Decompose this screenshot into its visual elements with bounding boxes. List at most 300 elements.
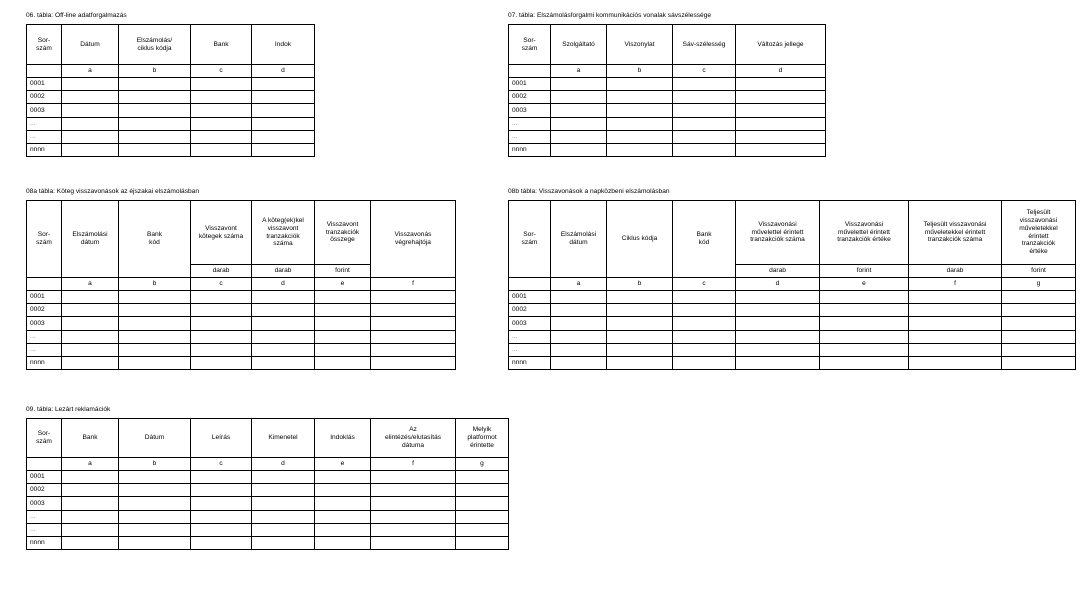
data-cell[interactable]	[736, 356, 820, 369]
data-cell[interactable]	[315, 536, 371, 549]
data-cell[interactable]	[1002, 291, 1076, 304]
column-letter: b	[607, 65, 673, 78]
row-number: 0003	[27, 497, 62, 510]
data-cell[interactable]	[371, 317, 456, 330]
data-cell[interactable]	[62, 343, 119, 356]
table-07	[508, 24, 826, 157]
data-cell[interactable]	[252, 104, 315, 117]
row-number: 0002	[509, 304, 551, 317]
table-row	[27, 91, 315, 104]
column-header: Az elintézés/elutasítás dátuma	[371, 419, 456, 458]
column-letter: e	[820, 278, 909, 291]
data-cell[interactable]	[252, 78, 315, 91]
row-number: ...	[509, 343, 551, 356]
column-header: Ciklus kódja	[607, 201, 673, 278]
data-cell[interactable]	[607, 130, 673, 143]
data-cell[interactable]	[909, 356, 1002, 369]
data-cell[interactable]	[62, 130, 119, 143]
data-cell[interactable]	[119, 291, 191, 304]
data-cell[interactable]	[551, 78, 607, 91]
row-number: nnnn	[509, 356, 551, 369]
data-cell[interactable]	[315, 497, 371, 510]
table-row	[27, 78, 315, 91]
row-number: ...	[27, 117, 62, 130]
column-header: Elszámolás/ ciklus kódja	[119, 25, 191, 65]
data-cell[interactable]	[119, 356, 191, 369]
row-number: ...	[27, 330, 62, 343]
column-letter: c	[191, 65, 252, 78]
data-cell[interactable]	[62, 356, 119, 369]
row-number: 0001	[509, 291, 551, 304]
data-cell[interactable]	[252, 317, 315, 330]
row-number: ...	[27, 523, 62, 536]
data-cell[interactable]	[673, 304, 736, 317]
table-row	[509, 130, 826, 143]
data-cell[interactable]	[252, 330, 315, 343]
data-cell[interactable]	[607, 143, 673, 156]
data-cell[interactable]	[252, 356, 315, 369]
data-cell[interactable]	[820, 291, 909, 304]
data-cell[interactable]	[62, 536, 119, 549]
column-letter: g	[1002, 278, 1076, 291]
column-letter-row	[509, 278, 1076, 291]
column-header: Bank	[191, 25, 252, 65]
table-row	[509, 330, 1076, 343]
column-header: Teljesült visszavonási műveletekkel érintett tranzakciók száma	[909, 201, 1002, 265]
data-cell[interactable]	[736, 317, 820, 330]
data-cell[interactable]	[119, 510, 191, 523]
data-cell[interactable]	[252, 117, 315, 130]
data-cell[interactable]	[673, 343, 736, 356]
data-cell[interactable]	[607, 330, 673, 343]
column-header: Indoklás	[315, 419, 371, 458]
column-letter	[27, 65, 62, 78]
data-cell[interactable]	[252, 471, 315, 484]
table-09-title: 09. tábla: Lezárt reklamációk	[26, 406, 111, 413]
column-header: Dátum	[62, 25, 119, 65]
data-cell[interactable]	[371, 356, 456, 369]
data-cell[interactable]	[62, 510, 119, 523]
data-cell[interactable]	[371, 330, 456, 343]
column-header: Sor- szám	[27, 25, 62, 65]
column-letter: e	[315, 278, 371, 291]
data-cell[interactable]	[607, 356, 673, 369]
column-letter-row	[509, 65, 826, 78]
column-header: Indok	[252, 25, 315, 65]
unit-cell: forint	[315, 265, 371, 278]
data-cell[interactable]	[909, 317, 1002, 330]
data-cell[interactable]	[673, 117, 736, 130]
data-cell[interactable]	[119, 536, 191, 549]
data-cell[interactable]	[909, 343, 1002, 356]
column-header: Visszavonás végrehajtója	[371, 201, 456, 278]
data-cell[interactable]	[191, 117, 252, 130]
unit-cell: forint	[1002, 265, 1076, 278]
data-cell[interactable]	[673, 91, 736, 104]
data-cell[interactable]	[607, 104, 673, 117]
table-07-title: 07. tábla: Elszámolásforgalmi kommunikációs vonalak sávszélessége	[508, 12, 712, 19]
data-cell[interactable]	[909, 291, 1002, 304]
data-cell[interactable]	[551, 91, 607, 104]
header-row	[27, 25, 315, 65]
data-cell[interactable]	[551, 356, 607, 369]
data-cell[interactable]	[252, 143, 315, 156]
data-cell[interactable]	[62, 317, 119, 330]
table-row	[27, 130, 315, 143]
column-header: Bank	[62, 419, 119, 458]
data-cell[interactable]	[736, 304, 820, 317]
column-letter: a	[62, 458, 119, 471]
data-cell[interactable]	[315, 330, 371, 343]
column-header: Dátum	[119, 419, 191, 458]
row-number: nnnn	[27, 536, 62, 549]
column-letter: c	[191, 278, 252, 291]
table-row	[509, 317, 1076, 330]
data-cell[interactable]	[1002, 317, 1076, 330]
data-cell[interactable]	[252, 130, 315, 143]
table-row	[27, 117, 315, 130]
column-header: Leírás	[191, 419, 252, 458]
data-cell[interactable]	[1002, 330, 1076, 343]
data-cell[interactable]	[456, 484, 509, 497]
table-row	[27, 484, 509, 497]
data-cell[interactable]	[191, 304, 252, 317]
data-cell[interactable]	[736, 117, 826, 130]
data-cell[interactable]	[371, 484, 456, 497]
column-letter-row	[27, 458, 509, 471]
table-row	[27, 304, 456, 317]
data-cell[interactable]	[62, 91, 119, 104]
data-cell[interactable]	[315, 317, 371, 330]
column-header: Elszámolási dátum	[62, 201, 119, 278]
table-row	[27, 497, 509, 510]
data-cell[interactable]	[119, 143, 191, 156]
data-cell[interactable]	[252, 91, 315, 104]
data-cell[interactable]	[1002, 343, 1076, 356]
table-row	[27, 356, 456, 369]
data-cell[interactable]	[607, 78, 673, 91]
column-letter: f	[909, 278, 1002, 291]
column-letter: c	[673, 65, 736, 78]
data-cell[interactable]	[673, 317, 736, 330]
data-cell[interactable]	[371, 471, 456, 484]
data-cell[interactable]	[551, 343, 607, 356]
data-cell[interactable]	[456, 536, 509, 549]
data-cell[interactable]	[456, 523, 509, 536]
data-cell[interactable]	[456, 471, 509, 484]
data-cell[interactable]	[62, 497, 119, 510]
data-cell[interactable]	[551, 291, 607, 304]
column-header: A köteg(ek)kel visszavont tranzakciók száma	[252, 201, 315, 265]
data-cell[interactable]	[62, 484, 119, 497]
data-cell[interactable]	[551, 330, 607, 343]
data-cell[interactable]	[736, 143, 826, 156]
data-cell[interactable]	[252, 497, 315, 510]
column-letter: b	[119, 65, 191, 78]
column-letter	[27, 458, 62, 471]
data-cell[interactable]	[119, 523, 191, 536]
data-cell[interactable]	[315, 484, 371, 497]
row-number: ...	[509, 330, 551, 343]
table-row	[509, 78, 826, 91]
table-row	[509, 304, 1076, 317]
data-cell[interactable]	[62, 291, 119, 304]
data-cell[interactable]	[551, 130, 607, 143]
unit-cell: darab	[909, 265, 1002, 278]
column-letter	[27, 278, 62, 291]
data-cell[interactable]	[191, 497, 252, 510]
data-cell[interactable]	[119, 484, 191, 497]
column-header: Szolgáltató	[551, 25, 607, 65]
data-cell[interactable]	[315, 291, 371, 304]
data-cell[interactable]	[736, 330, 820, 343]
data-cell[interactable]	[62, 104, 119, 117]
column-letter: e	[315, 458, 371, 471]
data-cell[interactable]	[371, 291, 456, 304]
column-header: Visszavonási művelettel érintett tranzakciók száma	[736, 201, 820, 265]
data-cell[interactable]	[551, 317, 607, 330]
row-number: 0002	[27, 304, 62, 317]
table-08b-title: 08b tábla: Visszavonások a napközbeni elszámolásban	[508, 188, 670, 195]
data-cell[interactable]	[456, 497, 509, 510]
data-cell[interactable]	[119, 117, 191, 130]
data-cell[interactable]	[191, 291, 252, 304]
data-cell[interactable]	[820, 343, 909, 356]
table-row	[27, 317, 456, 330]
data-cell[interactable]	[191, 343, 252, 356]
data-cell[interactable]	[191, 78, 252, 91]
data-cell[interactable]	[371, 510, 456, 523]
table-row	[509, 143, 826, 156]
data-cell[interactable]	[62, 471, 119, 484]
data-cell[interactable]	[62, 523, 119, 536]
data-cell[interactable]	[736, 78, 826, 91]
column-header: Melyik platformot érintette	[456, 419, 509, 458]
column-header: Visszavonási művelettel érintett tranzakciók értéke	[820, 201, 909, 265]
data-cell[interactable]	[607, 117, 673, 130]
data-cell[interactable]	[607, 91, 673, 104]
column-letter: b	[119, 278, 191, 291]
table-row	[27, 143, 315, 156]
data-cell[interactable]	[252, 510, 315, 523]
data-cell[interactable]	[673, 104, 736, 117]
header-row	[509, 25, 826, 65]
table-row	[27, 510, 509, 523]
table-06	[26, 24, 315, 157]
data-cell[interactable]	[456, 510, 509, 523]
row-number: 0001	[27, 78, 62, 91]
data-cell[interactable]	[252, 484, 315, 497]
data-cell[interactable]	[315, 471, 371, 484]
data-cell[interactable]	[1002, 356, 1076, 369]
data-cell[interactable]	[673, 291, 736, 304]
data-cell[interactable]	[673, 130, 736, 143]
data-cell[interactable]	[551, 304, 607, 317]
data-cell[interactable]	[371, 304, 456, 317]
data-cell[interactable]	[315, 356, 371, 369]
unit-cell: darab	[736, 265, 820, 278]
data-cell[interactable]	[191, 104, 252, 117]
row-number: 0002	[27, 91, 62, 104]
data-cell[interactable]	[62, 304, 119, 317]
column-letter: f	[371, 458, 456, 471]
data-cell[interactable]	[551, 117, 607, 130]
data-cell[interactable]	[736, 130, 826, 143]
column-header: Sor- szám	[27, 201, 62, 278]
data-cell[interactable]	[191, 91, 252, 104]
column-letter: a	[62, 278, 119, 291]
data-cell[interactable]	[673, 143, 736, 156]
data-cell[interactable]	[371, 523, 456, 536]
table-row	[509, 291, 1076, 304]
column-letter: d	[252, 278, 315, 291]
column-letter-row	[27, 278, 456, 291]
data-cell[interactable]	[736, 291, 820, 304]
data-cell[interactable]	[119, 130, 191, 143]
row-number: nnnn	[509, 143, 551, 156]
data-cell[interactable]	[119, 330, 191, 343]
data-cell[interactable]	[191, 317, 252, 330]
table-08a-title: 08a tábla: Köteg visszavonások az éjszakai elszámolásban	[26, 188, 200, 195]
header-row	[27, 201, 456, 265]
column-letter: f	[371, 278, 456, 291]
data-cell[interactable]	[607, 317, 673, 330]
column-letter: c	[673, 278, 736, 291]
table-09	[26, 418, 509, 550]
data-cell[interactable]	[191, 510, 252, 523]
data-cell[interactable]	[1002, 304, 1076, 317]
row-number: ...	[27, 510, 62, 523]
data-cell[interactable]	[909, 330, 1002, 343]
data-cell[interactable]	[191, 536, 252, 549]
data-cell[interactable]	[252, 523, 315, 536]
row-number: ...	[27, 130, 62, 143]
data-cell[interactable]	[315, 343, 371, 356]
table-08a	[26, 200, 456, 370]
data-cell[interactable]	[191, 484, 252, 497]
data-cell[interactable]	[551, 104, 607, 117]
table-row	[509, 356, 1076, 369]
data-cell[interactable]	[252, 304, 315, 317]
data-cell[interactable]	[551, 143, 607, 156]
data-cell[interactable]	[607, 343, 673, 356]
data-cell[interactable]	[119, 497, 191, 510]
row-number: 0002	[509, 91, 551, 104]
row-number: 0002	[27, 484, 62, 497]
row-number: 0003	[509, 104, 551, 117]
data-cell[interactable]	[119, 317, 191, 330]
row-number: 0001	[27, 291, 62, 304]
column-letter: b	[607, 278, 673, 291]
data-cell[interactable]	[673, 78, 736, 91]
data-cell[interactable]	[119, 471, 191, 484]
data-cell[interactable]	[673, 356, 736, 369]
column-header: Bank kód	[119, 201, 191, 278]
data-cell[interactable]	[736, 343, 820, 356]
data-cell[interactable]	[252, 291, 315, 304]
data-cell[interactable]	[62, 117, 119, 130]
column-letter	[509, 278, 551, 291]
unit-cell: darab	[191, 265, 252, 278]
data-cell[interactable]	[252, 343, 315, 356]
data-cell[interactable]	[607, 304, 673, 317]
column-header: Visszavont kötegek száma	[191, 201, 252, 265]
data-cell[interactable]	[371, 536, 456, 549]
data-cell[interactable]	[315, 304, 371, 317]
data-cell[interactable]	[62, 143, 119, 156]
row-number: 0001	[509, 78, 551, 91]
data-cell[interactable]	[736, 91, 826, 104]
table-row	[27, 104, 315, 117]
column-header: Elszámolási dátum	[551, 201, 607, 278]
data-cell[interactable]	[119, 104, 191, 117]
table-row	[509, 343, 1076, 356]
data-cell[interactable]	[119, 343, 191, 356]
table-row	[27, 343, 456, 356]
row-number: ...	[509, 117, 551, 130]
table-row	[509, 91, 826, 104]
column-header: Sor- szám	[27, 419, 62, 458]
column-header: Kimenetel	[252, 419, 315, 458]
data-cell[interactable]	[820, 356, 909, 369]
data-cell[interactable]	[191, 130, 252, 143]
data-cell[interactable]	[191, 356, 252, 369]
row-number: 0003	[509, 317, 551, 330]
unit-cell: forint	[820, 265, 909, 278]
data-cell[interactable]	[371, 497, 456, 510]
table-06-title: 06. tábla: Off-line adatforgalmazás	[26, 12, 127, 19]
data-cell[interactable]	[191, 330, 252, 343]
data-cell[interactable]	[820, 317, 909, 330]
column-letter	[509, 65, 551, 78]
data-cell[interactable]	[315, 523, 371, 536]
column-letter: d	[252, 65, 315, 78]
header-row	[27, 419, 509, 458]
data-cell[interactable]	[119, 304, 191, 317]
column-letter: b	[119, 458, 191, 471]
data-cell[interactable]	[607, 291, 673, 304]
data-cell[interactable]	[673, 330, 736, 343]
data-cell[interactable]	[820, 330, 909, 343]
table-row	[509, 104, 826, 117]
data-cell[interactable]	[119, 91, 191, 104]
column-header: Sáv-szélesség	[673, 25, 736, 65]
column-letter: d	[736, 65, 826, 78]
data-cell[interactable]	[62, 330, 119, 343]
table-row	[27, 523, 509, 536]
column-letter: d	[736, 278, 820, 291]
data-cell[interactable]	[736, 104, 826, 117]
data-cell[interactable]	[315, 510, 371, 523]
column-letter: d	[252, 458, 315, 471]
data-cell[interactable]	[62, 78, 119, 91]
column-header: Sor- szám	[509, 25, 551, 65]
data-cell[interactable]	[191, 471, 252, 484]
column-header: Visszavont tranzakciók összege	[315, 201, 371, 265]
data-cell[interactable]	[820, 304, 909, 317]
table-row	[27, 291, 456, 304]
data-cell[interactable]	[191, 523, 252, 536]
data-cell[interactable]	[909, 304, 1002, 317]
data-cell[interactable]	[252, 536, 315, 549]
data-cell[interactable]	[119, 78, 191, 91]
row-number: nnnn	[27, 356, 62, 369]
column-header: Sor- szám	[509, 201, 551, 278]
data-cell[interactable]	[191, 143, 252, 156]
row-number: ...	[509, 130, 551, 143]
data-cell[interactable]	[371, 343, 456, 356]
row-number: nnnn	[27, 143, 62, 156]
